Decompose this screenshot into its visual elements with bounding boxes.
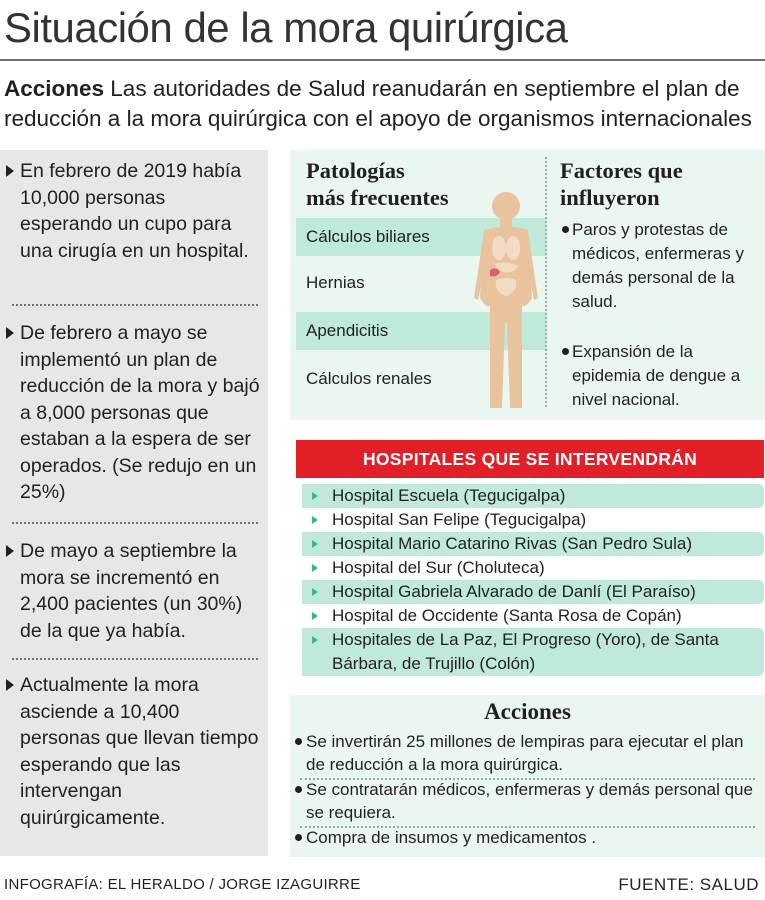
pathologies-title: Patologías más frecuentes	[306, 158, 449, 210]
pathology-item: Cálculos renales	[306, 369, 432, 388]
arrow-bullet-icon	[312, 588, 318, 596]
factor-item: Paros y protestas de médicos, enfermeras y demás personal de la salud.	[560, 218, 760, 314]
triangle-bullet-icon	[6, 327, 14, 339]
triangle-bullet-icon	[6, 165, 14, 177]
intro-lead: Acciones	[4, 76, 105, 101]
pathology-item: Cálculos biliares	[296, 218, 546, 256]
pathology-item: Hernias	[306, 273, 365, 292]
fact-text: Actualmente la mora asciende a 10,400 personas que llevan tiempo esperando que las intervengan quirúrgicamente.	[20, 674, 259, 829]
fact-text: De mayo a septiembre la mora se incrementó en 2,400 pacientes (un 30%) de la que ya había.	[20, 540, 243, 642]
arrow-bullet-icon	[312, 540, 318, 548]
action-item: Se invertirán 25 millones de lempiras para ejecutar el plan de reducción a la mora quirúrgica.	[290, 730, 760, 776]
arrow-bullet-icon	[312, 612, 318, 620]
bullet-icon	[295, 738, 302, 745]
fact-divider	[12, 304, 258, 306]
fact-divider	[12, 658, 258, 660]
arrow-bullet-icon	[312, 516, 318, 524]
triangle-bullet-icon	[6, 545, 14, 557]
arrow-bullet-icon	[312, 564, 318, 572]
bullet-icon	[562, 226, 569, 233]
factor-item: Expansión de la epidemia de dengue a nivel nacional.	[560, 340, 760, 412]
hospital-item: Hospital Gabriela Alvarado de Danlí (El Paraíso)	[302, 580, 764, 604]
pathology-item: Apendicitis	[296, 312, 546, 350]
fact-item	[0, 538, 268, 644]
hospital-item: Hospital Escuela (Tegucigalpa)	[302, 484, 764, 508]
fact-divider	[12, 522, 258, 524]
action-item: Compra de insumos y medicamentos .	[290, 826, 760, 849]
arrow-bullet-icon	[312, 636, 318, 644]
intro-paragraph	[4, 74, 764, 134]
hospital-item: Hospital del Sur (Choluteca)	[302, 556, 764, 580]
human-body-illustration	[466, 188, 546, 413]
fact-item	[0, 158, 268, 264]
intro-text: Las autoridades de Salud reanudarán en septiembre el plan de reducción a la mora quirúrgica con el apoyo de organismos internacionales	[4, 76, 752, 131]
credit-line: INFOGRAFÍA: EL HERALDO / JORGE IZAGUIRRE	[4, 876, 361, 893]
column-divider	[545, 157, 547, 407]
triangle-bullet-icon	[6, 679, 14, 691]
bullet-icon	[295, 786, 302, 793]
actions-title: Acciones	[484, 699, 571, 724]
fact-item	[0, 320, 268, 506]
fact-item	[0, 672, 268, 831]
fact-text: En febrero de 2019 había 10,000 personas esperando un cupo para una cirugía en un hospital.	[20, 160, 249, 262]
hospital-item: Hospital San Felipe (Tegucigalpa)	[302, 508, 764, 532]
bullet-icon	[295, 834, 302, 841]
fact-text: De febrero a mayo se implementó un plan de reducción de la mora y bajó a 8,000 personas que estaban a la espera de ser operados. (Se redujo en un 25%)	[20, 322, 260, 503]
hospitals-header: HOSPITALES QUE SE INTERVENDRÁN	[296, 440, 764, 478]
arrow-bullet-icon	[312, 492, 318, 500]
factors-title: Factores que influyeron	[560, 158, 683, 210]
hospital-item: Hospitales de La Paz, El Progreso (Yoro), de Santa Bárbara, de Trujillo (Colón)	[302, 628, 764, 676]
hospital-item: Hospital de Occidente (Santa Rosa de Copán)	[302, 604, 764, 628]
source-line: FUENTE: SALUD	[618, 875, 759, 894]
page-title: Situación de la mora quirúrgica	[4, 4, 568, 51]
action-item: Se contratarán médicos, enfermeras y demás personal que se requiera.	[290, 778, 760, 824]
title-divider	[0, 59, 765, 61]
hospital-item: Hospital Mario Catarino Rivas (San Pedro Sula)	[302, 532, 764, 556]
bullet-icon	[562, 348, 569, 355]
